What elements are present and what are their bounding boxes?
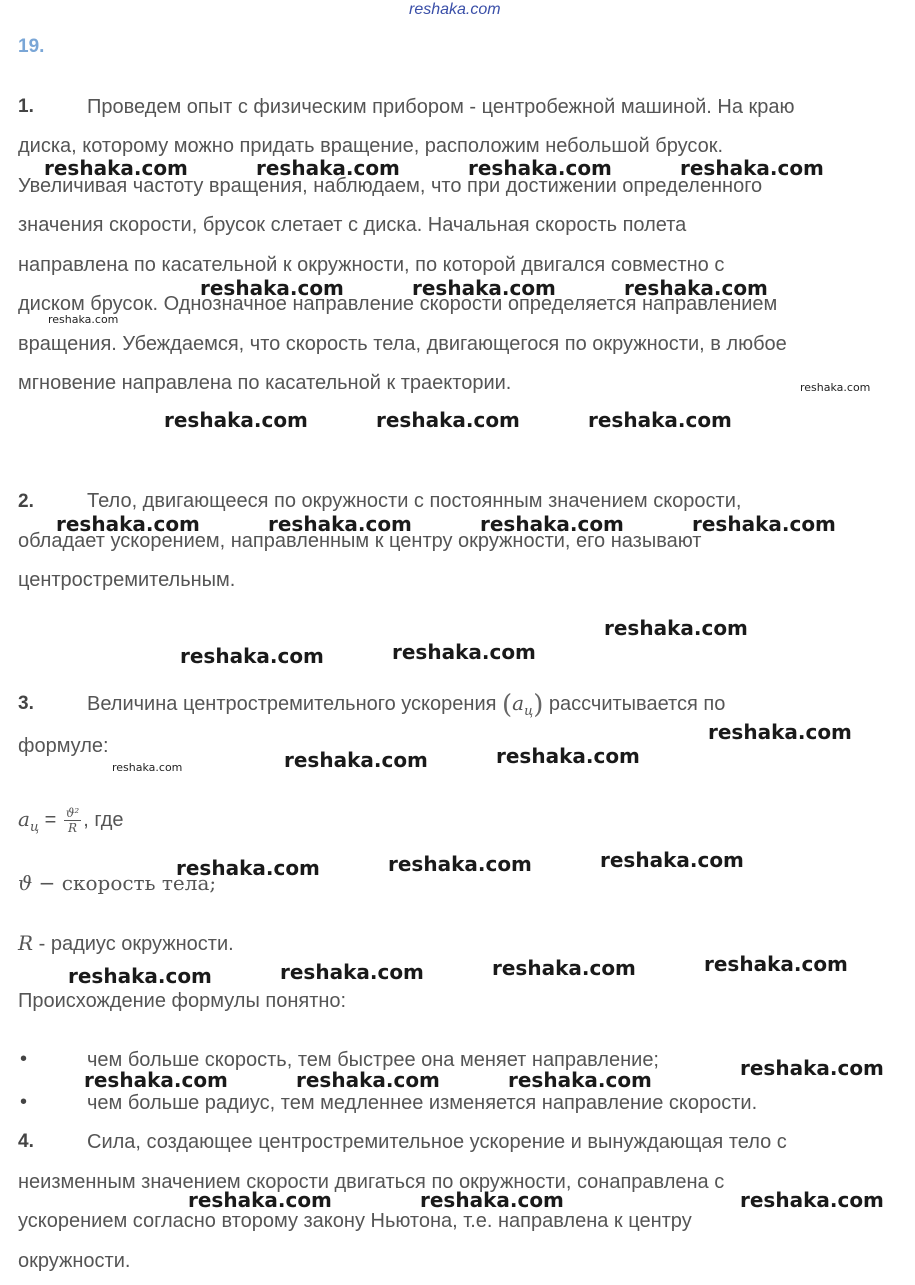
section-1-line: мгновение направлена по касательной к траектории. (18, 372, 512, 394)
watermark: reshaka.com (480, 512, 624, 536)
section-2-line: центростремительным. (18, 569, 236, 591)
watermark: reshaka.com (800, 381, 871, 394)
list-item: чем больше радиус, тем медленнее изменяется направление скорости. (87, 1092, 758, 1114)
watermark: reshaka.com (56, 512, 200, 536)
watermark: reshaka.com (680, 156, 824, 180)
watermark: reshaka.com (600, 848, 744, 872)
watermark: reshaka.com (112, 761, 183, 774)
watermark: reshaka.com (496, 744, 640, 768)
watermark: reshaka.com (376, 408, 520, 432)
section-3-number: 3. (18, 693, 34, 714)
watermark: reshaka.com (68, 964, 212, 988)
section-4-line: окружности. (18, 1250, 131, 1272)
bullet-icon: • (20, 1048, 28, 1070)
watermark: reshaka.com (492, 956, 636, 980)
formula-fraction: $\frac{\text{ϑ²}}{R}$ (65, 806, 80, 835)
section-2-number: 2. (18, 491, 34, 512)
watermark: reshaka.com (740, 1188, 884, 1212)
section-1-line: вращения. Убеждаемся, что скорость тела, двигающегося по окружности, в любое (18, 333, 787, 355)
section-1-number: 1. (18, 96, 34, 117)
section-1-line: направлена по касательной к окружности, по которой двигался совместно с (18, 254, 725, 276)
acceleration-symbol: $(a_ц)$ (502, 690, 544, 720)
section-3-line (87, 691, 725, 724)
watermark: reshaka.com (468, 156, 612, 180)
watermark: reshaka.com (508, 1068, 652, 1092)
section-4-number: 4. (18, 1131, 34, 1152)
watermark: reshaka.com (296, 1068, 440, 1092)
problem-number: 19. (18, 36, 45, 57)
watermark: reshaka.com (256, 156, 400, 180)
section-4-line: неизменным значением скорости двигаться по окружности, сонаправлена с (18, 1171, 725, 1193)
watermark: reshaka.com (388, 852, 532, 876)
velocity-definition: ϑ − скорость тела; (18, 871, 217, 895)
section-1-line: значения скорости, брусок слетает с диска. Начальная скорость полета (18, 214, 687, 236)
radius-definition: R - радиус окружности. (18, 931, 234, 955)
watermark: reshaka.com (84, 1068, 228, 1092)
watermark: reshaka.com (392, 640, 536, 664)
section-2-line: обладает ускорением, направленным к центру окружности, его называют (18, 530, 702, 552)
section-4-line: Сила, создающее центростремительное ускорение и вынуждающая тело с (87, 1131, 787, 1153)
watermark: reshaka.com (624, 276, 768, 300)
watermark: reshaka.com (280, 960, 424, 984)
section-1-line: Проведем опыт с физическим прибором - центробежной машиной. На краю (87, 96, 795, 118)
section-2-line: Тело, двигающееся по окружности с постоянным значением скорости, (87, 490, 742, 512)
section-1-line: Увеличивая частоту вращения, наблюдаем, что при достижении определенного (18, 175, 763, 197)
origin-text: Происхождение формулы понятно: (18, 990, 347, 1012)
watermark: reshaka.com (708, 720, 852, 744)
watermark: reshaka.com (48, 313, 119, 326)
watermark: reshaka.com (704, 952, 848, 976)
list-item: чем больше скорость, тем быстрее она меняет направление; (87, 1049, 659, 1071)
section-3-text-after: рассчитывается по (548, 693, 726, 715)
watermark: reshaka.com (200, 276, 344, 300)
watermark: reshaka.com (268, 512, 412, 536)
watermark: reshaka.com (164, 408, 308, 432)
watermark: reshaka.com (180, 644, 324, 668)
watermark: reshaka.com (588, 408, 732, 432)
watermark: reshaka.com (412, 276, 556, 300)
watermark: reshaka.com (44, 156, 188, 180)
section-3-line: формуле: (18, 735, 109, 757)
watermark: reshaka.com (420, 1188, 564, 1212)
watermark: reshaka.com (692, 512, 836, 536)
watermark: reshaka.com (604, 616, 748, 640)
watermark: reshaka.com (176, 856, 320, 880)
bullet-icon: • (20, 1091, 28, 1113)
section-4-line: ускорением согласно второму закону Ньютона, т.е. направлена к центру (18, 1210, 692, 1232)
formula: $a_ц$ = $\frac{\text{ϑ²}}{R}$ , где (18, 806, 124, 835)
header-watermark: reshaka.com (409, 1, 501, 18)
section-3-text-before: Величина центростремительного ускорения (87, 693, 497, 715)
section-1-line: диска, которому можно придать вращение, расположим небольшой брусок. (18, 135, 724, 157)
watermark: reshaka.com (284, 748, 428, 772)
watermark: reshaka.com (740, 1056, 884, 1080)
section-1-line: диском брусок. Однозначное направление скорости определяется направлением (18, 293, 778, 315)
watermark: reshaka.com (188, 1188, 332, 1212)
